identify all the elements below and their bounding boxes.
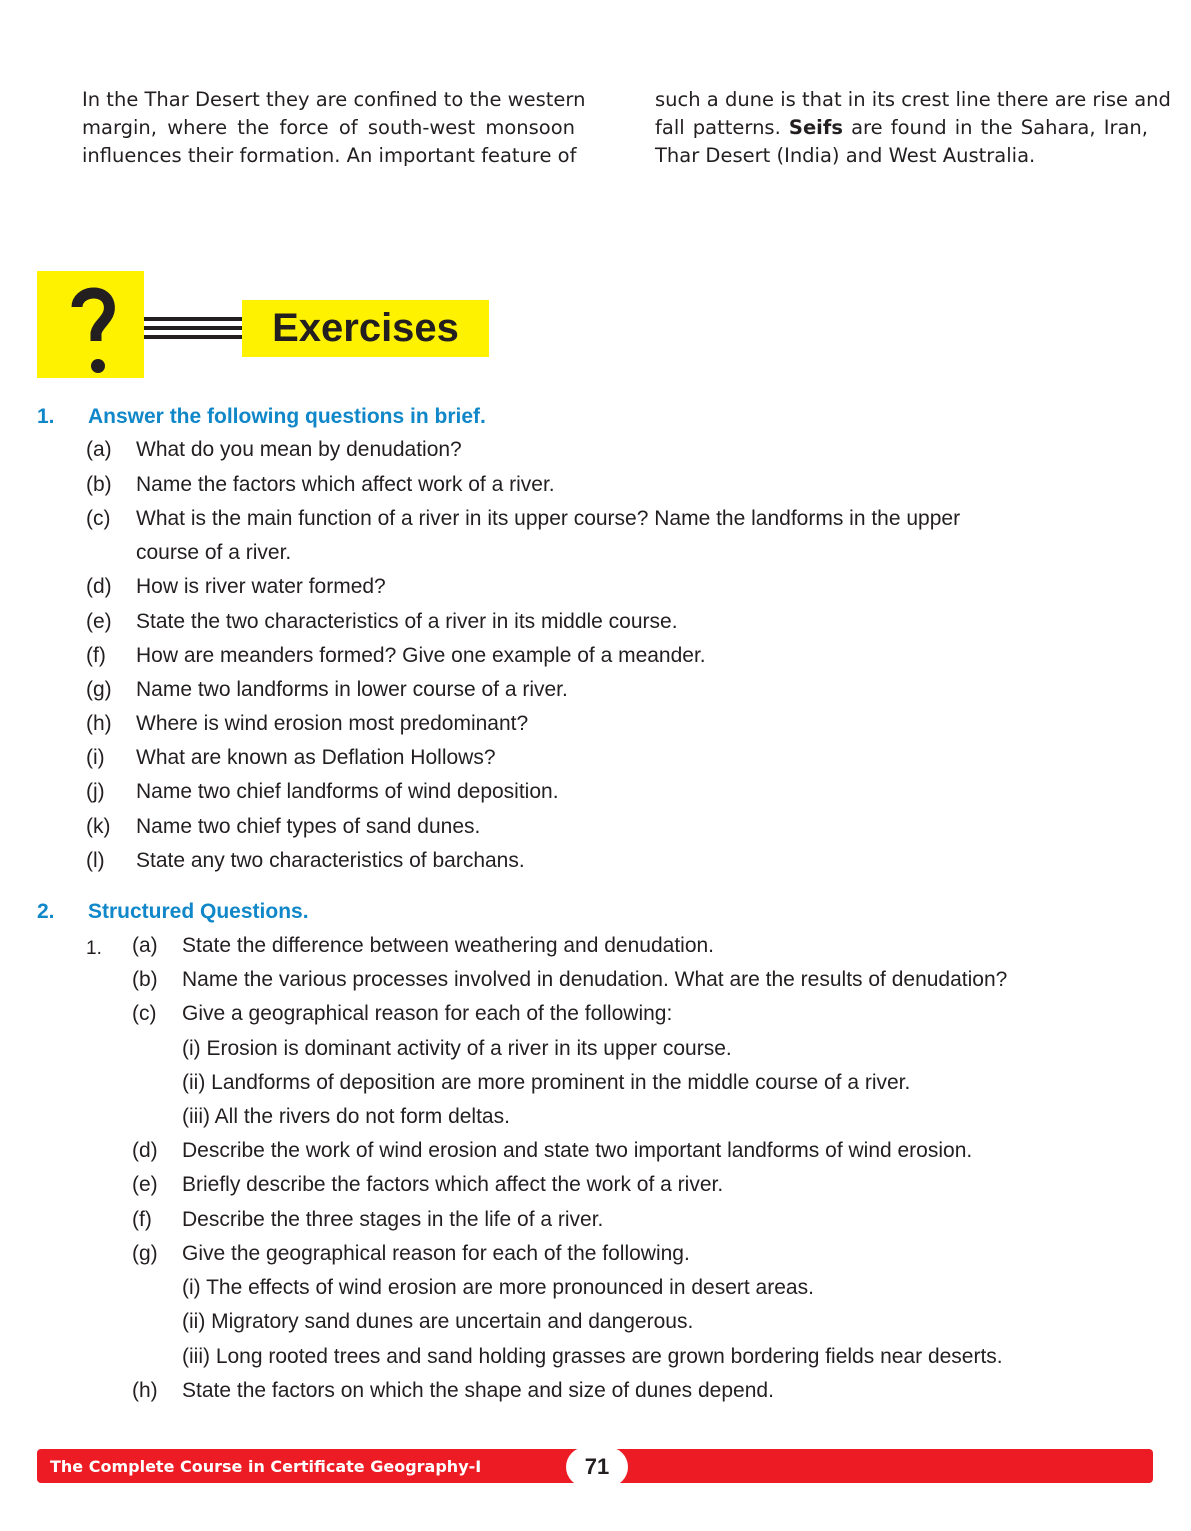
question-text: State the two characteristics of a river in its middle course. <box>136 610 678 633</box>
question-label: (e) <box>132 1173 158 1196</box>
question-label: (g) <box>132 1242 158 1265</box>
intro-right-line: fall patterns. Seifs are found in the Sahara, Iran, <box>655 116 1148 139</box>
intro-right-line: Thar Desert (India) and West Australia. <box>655 144 1036 167</box>
question-text: How is river water formed? <box>136 575 386 598</box>
question-mark-icon <box>37 271 144 378</box>
intro-left-line: influences their formation. An important feature of <box>82 144 577 167</box>
question-label: (j) <box>86 780 105 803</box>
question-label: (c) <box>132 1002 157 1025</box>
question-text: Name the factors which affect work of a river. <box>136 473 555 496</box>
page-number: 71 <box>584 1454 610 1479</box>
section-title: Answer the following questions in brief. <box>88 405 486 428</box>
question-text: Describe the three stages in the life of a river. <box>182 1208 604 1231</box>
question-label: (h) <box>86 712 112 735</box>
question-label: (b) <box>132 968 158 991</box>
intro-left-column <box>82 86 586 170</box>
question-text: State any two characteristics of barchans. <box>136 849 525 872</box>
question-label: (d) <box>86 575 112 598</box>
intro-right-column <box>655 86 1171 170</box>
intro-left-line: margin, where the force of south-west monsoon <box>82 116 575 139</box>
section-title: Structured Questions. <box>88 900 309 923</box>
page-number-badge <box>566 1447 628 1487</box>
question-label: (a) <box>86 438 112 461</box>
question-text: Name the various processes involved in denudation. What are the results of denudation? <box>182 968 1008 991</box>
question-text: What do you mean by denudation? <box>136 438 462 461</box>
question-text: Give a geographical reason for each of the following: <box>182 1002 673 1025</box>
seifs-term: Seifs <box>788 116 843 139</box>
section-number: 2. <box>37 900 55 923</box>
question-label: (l) <box>86 849 105 872</box>
question-label: (h) <box>132 1379 158 1402</box>
footer-book-title: The Complete Course in Certificate Geography-I <box>50 1457 482 1476</box>
intro-left-line: In the Thar Desert they are confined to the western <box>82 88 586 111</box>
question-text: State the difference between weathering and denudation. <box>182 934 715 957</box>
question-label: (b) <box>86 473 112 496</box>
question-text: Briefly describe the factors which affect the work of a river. <box>182 1173 724 1196</box>
question-text: Name two chief types of sand dunes. <box>136 815 481 838</box>
question-text: Where is wind erosion most predominant? <box>136 712 529 735</box>
exercises-title-box <box>242 300 489 357</box>
question-label: (k) <box>86 815 111 838</box>
intro-right-line: such a dune is that in its crest line there are rise and <box>655 88 1171 111</box>
question-label: (d) <box>132 1139 158 1162</box>
question-text: Name two chief landforms of wind deposition. <box>136 780 559 803</box>
question-label: (c) <box>86 507 111 530</box>
question-label: (i) <box>86 746 105 769</box>
question-text: Name two landforms in lower course of a river. <box>136 678 568 701</box>
question-text: What is the main function of a river in its upper course? Name the landforms in the upper <box>136 507 961 530</box>
question-label: (e) <box>86 610 112 633</box>
section-number: 1. <box>37 405 55 428</box>
question-text: Describe the work of wind erosion and state two important landforms of wind erosion. <box>182 1139 973 1162</box>
question-text: course of a river. <box>136 541 292 564</box>
question-label: (f) <box>86 644 106 667</box>
question-text: Give the geographical reason for each of the following. <box>182 1242 690 1265</box>
exercises-title: Exercises <box>272 306 459 350</box>
question-text: How are meanders formed? Give one example of a meander. <box>136 644 706 667</box>
question-label: (f) <box>132 1208 152 1231</box>
question-label: (g) <box>86 678 112 701</box>
question-text: State the factors on which the shape and size of dunes depend. <box>182 1379 774 1402</box>
question-label: (a) <box>132 934 158 957</box>
question-text: What are known as Deflation Hollows? <box>136 746 496 769</box>
header-connector-lines <box>144 317 243 339</box>
